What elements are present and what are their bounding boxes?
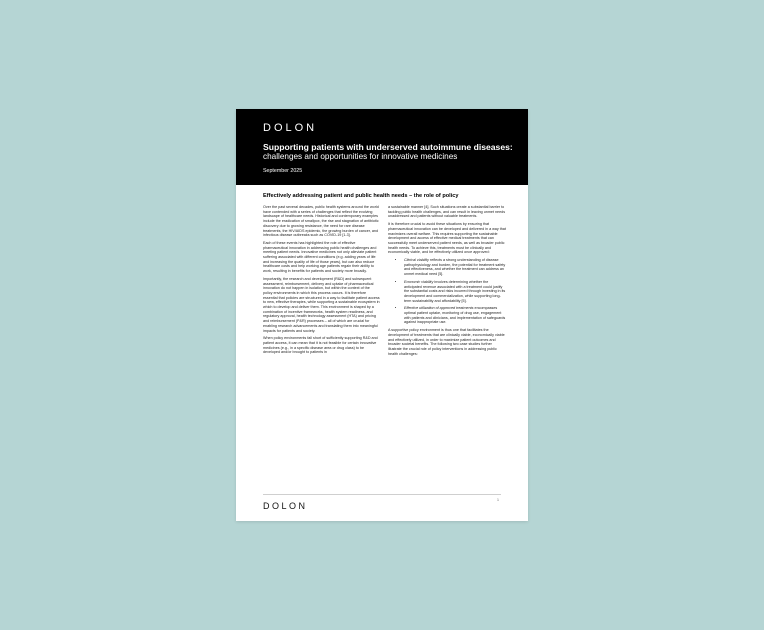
bullet-list xyxy=(388,258,506,325)
page-number: 1 xyxy=(497,498,499,502)
list-item xyxy=(404,280,506,304)
bullet-term: Effective utilization of approved treatments xyxy=(404,306,474,311)
header-banner xyxy=(236,109,528,185)
logo: DOLON xyxy=(263,122,318,134)
bullet-term: Economic viability xyxy=(404,279,434,284)
paragraph: It is therefore crucial to avoid these situations by ensuring that pharmaceutical innovation can be developed and delivered in a way that maximizes overall welfare. This requires supporting the sustainable development and access of effective medical treatments that can successfully meet underserved patient needs, as well as broader public health needs. To achieve this, treatments must be clinically and economically viable, and be effectively utilized once approved: xyxy=(388,222,506,255)
document-page xyxy=(236,109,528,521)
list-item xyxy=(404,258,506,277)
paragraph: When policy environments fall short of sufficiently supporting R&D and patient access, it can mean that it is not feasible for certain innovative medicines (e.g., in a specific disease area or drug class) to be developed and/or brought to patients in xyxy=(263,336,378,355)
document-title: Supporting patients with underserved autoimmune diseases: xyxy=(263,142,513,152)
paragraph: a sustainable manner [4]. Such situations create a substantial barrier to tackling public health challenges, and can result in leaving unmet needs unaddressed and patients without valuable treatments. xyxy=(388,205,506,219)
right-column xyxy=(388,205,506,359)
footer-divider xyxy=(263,494,501,495)
left-column xyxy=(263,205,380,358)
paragraph: Importantly, the research and development (R&D) and subsequent assessment, reimbursement, delivery and uptake of pharmaceutical innovation do not happen in isolation, but within the context of the policy environments in which this process occurs. It is therefore essential that policies are structured in a way to facilitate patient access to new, effective therapies, while supporting a sustainable ecosystem in which to develop and deliver them. This environment is shaped by a combination of incentive frameworks, health system readiness, and regulatory approval, health technology assessment (HTA) and pricing and reimbursement (P&R) processes – all of which are crucial for enabling research advancements and translating them into meaningful impacts for patients and society. xyxy=(263,276,380,333)
paragraph: Over the past several decades, public health systems around the world have contended with a series of challenges that reflect the evolving landscape of healthcare needs. Historical and contemporary examples include the eradication of smallpox, the rise and stagnation of antibiotic discovery due to growing resistance, the need for rare disease treatments, the HIV/AIDS epidemic, the growing burden of cancer, and infectious disease outbreaks such as COVID-19 [1-3]. xyxy=(263,205,379,238)
bullet-term: Clinical viability xyxy=(404,258,430,263)
bullet-text: reflects a strong understanding of disease pathophysiology and burden, the potential for treatment safety and effectiveness, and whether the treatment can address an unmet medical need [5]. xyxy=(404,258,506,277)
paragraph: A supportive policy environment is thus one that facilitates the development of treatments that are clinically viable, economically viable and effectively utilized, in order to maximize patient outcomes and broader societal benefits. The following two case studies further illustrate the crucial role of policy interventions in addressing public health challenges: xyxy=(388,328,505,356)
footer-logo: DOLON xyxy=(263,501,308,511)
bullet-text: encompasses optimal patient uptake, monitoring of drug use, engagement with patients and clinicians, and implementation of safeguards against inappropriate use. xyxy=(404,306,506,325)
section-heading: Effectively addressing patient and public health needs – the role of policy xyxy=(263,193,459,199)
paragraph: Each of these events has highlighted the role of effective pharmaceutical innovation in addressing public health challenges and meeting patient needs. Innovative medicines not only alleviate patient suffering associated with different conditions (e.g. adding years of life and increasing the quality of life of those years), but can also reduce healthcare costs and help working age patients regain their ability to work, resulting in benefits for patients and society more broadly. xyxy=(263,240,377,274)
bullet-text: involves determining whether the anticipated revenue associated with a treatment could justify the substantial costs and risks incurred through investing in its development and commercialization, while supporting long-term sustainability and affordability [5]. xyxy=(404,279,506,303)
list-item xyxy=(404,306,506,325)
document-subtitle: challenges and opportunities for innovative medicines xyxy=(263,152,458,161)
publication-date: September 2025 xyxy=(263,168,303,174)
